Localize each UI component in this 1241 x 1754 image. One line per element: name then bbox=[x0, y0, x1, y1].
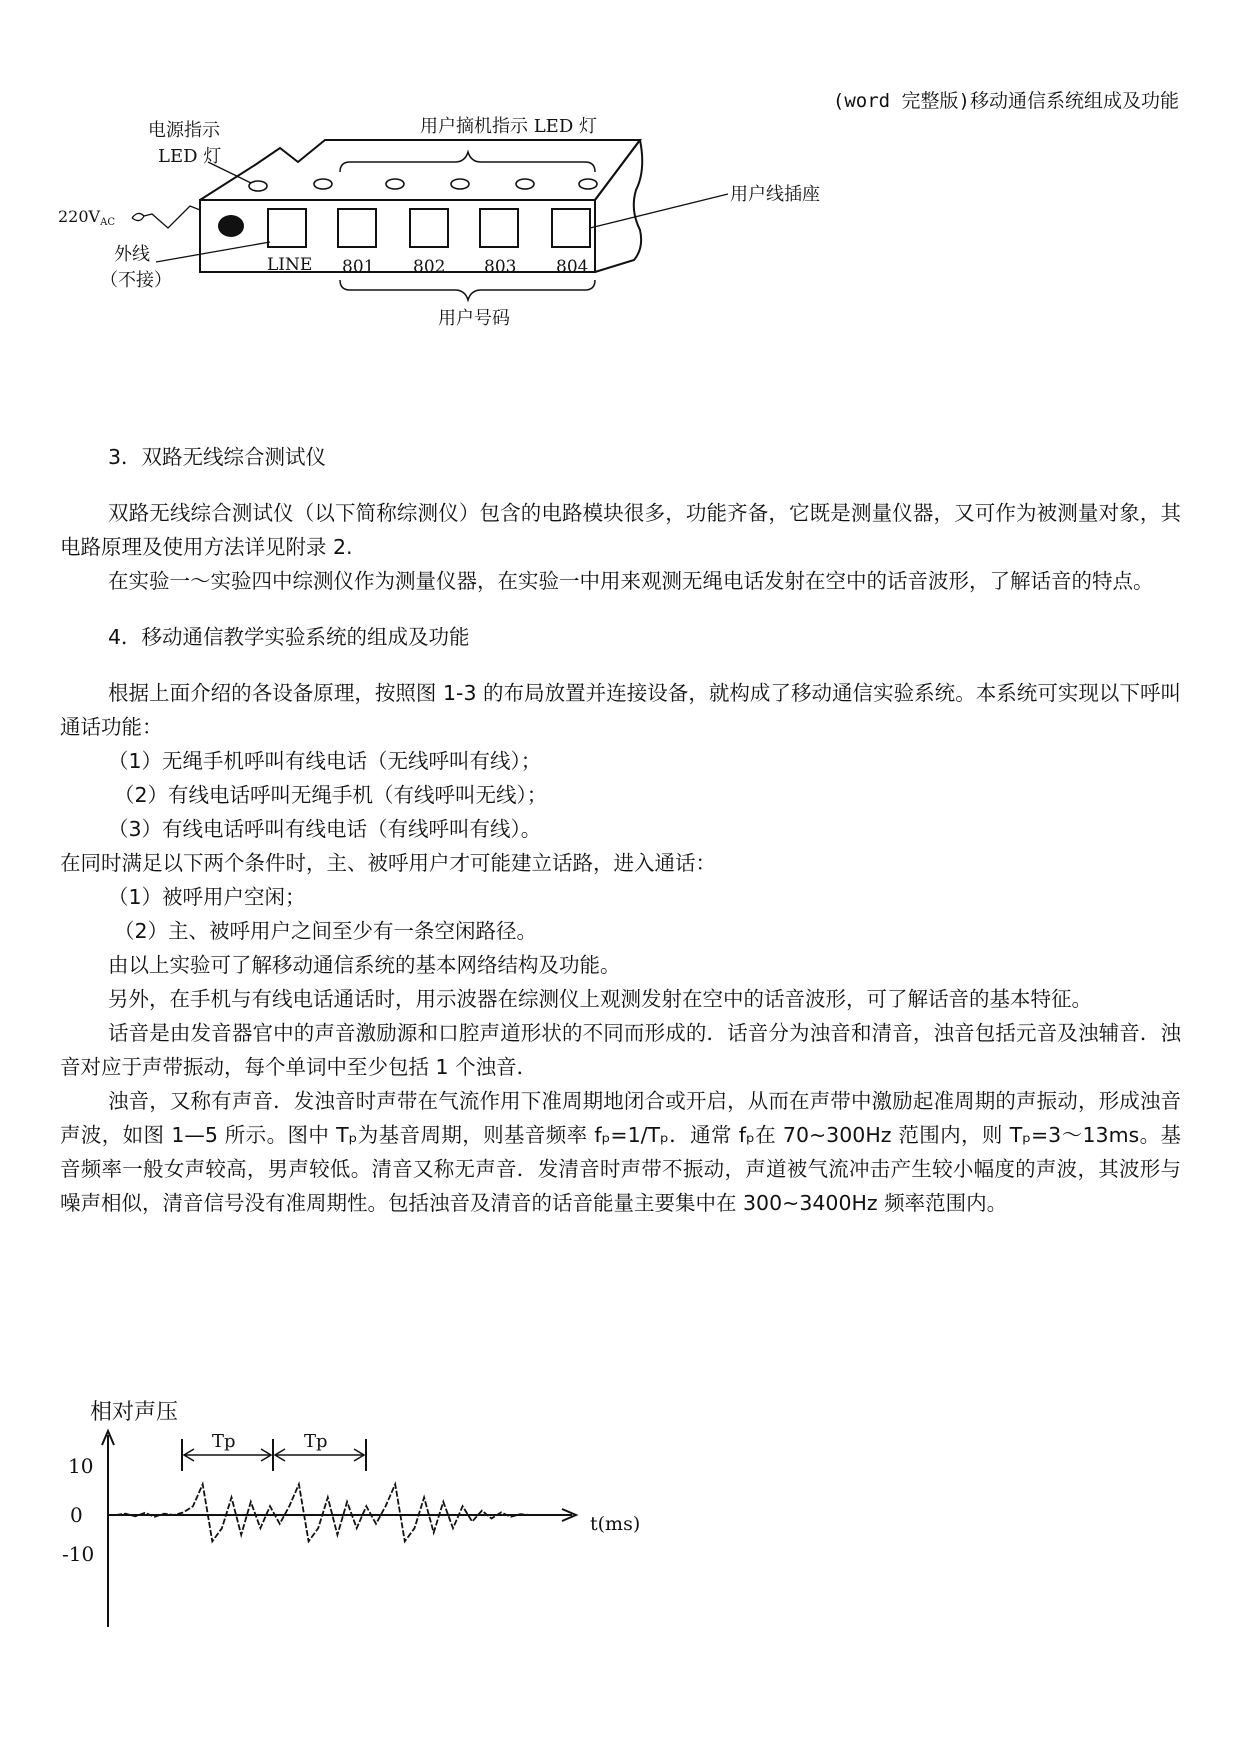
port-line bbox=[268, 209, 306, 247]
call-function-2: （2）有线电话呼叫无绳手机（有线呼叫无线）； bbox=[114, 783, 548, 807]
call-function-1: （1）无绳手机呼叫有线电话（无线呼叫有线）； bbox=[108, 749, 542, 773]
period-label-2: Tp bbox=[304, 1431, 328, 1452]
section4-paragraph-2: 由以上实验可了解移动通信系统的基本网络结构及功能。 bbox=[108, 953, 621, 977]
socket-label: 用户线插座 bbox=[730, 184, 820, 205]
section4-paragraph-4: 话音是由发音器官中的声音激励源和口腔声道形状的不同而形成的．话音分为浊音和清音，浊音包括元音及浊辅音．浊音对应于声带振动，每个单词中至少包括 1 个浊音． bbox=[60, 1021, 1181, 1079]
switchboard-diagram bbox=[40, 110, 820, 360]
port-801 bbox=[338, 209, 376, 247]
y-tick-10: 10 bbox=[68, 1454, 94, 1478]
waveform-series-line bbox=[116, 1484, 530, 1541]
section3-paragraph-2: 在实验一～实验四中综测仪作为测量仪器，在实验一中用来观测无绳电话发射在空中的话音波形，了解话音的特点。 bbox=[108, 569, 1154, 593]
section4-paragraph-3: 另外，在手机与有线电话通话时，用示波器在综测仪上观测发射在空中的话音波形，可了解话音的基本特征。 bbox=[108, 987, 1092, 1011]
condition-intro: 在同时满足以下两个条件时，主、被呼用户才可能建立话路，进入通话： bbox=[60, 851, 716, 875]
port-label-803: 803 bbox=[484, 257, 517, 277]
port-label-804: 804 bbox=[556, 257, 589, 277]
user-number-label: 用户号码 bbox=[438, 308, 510, 329]
waveform-chart bbox=[60, 1395, 680, 1635]
section3-heading: 3．双路无线综合测试仪 bbox=[108, 445, 327, 469]
section4-heading: 4．移动通信教学实验系统的组成及功能 bbox=[108, 625, 470, 649]
y-tick-neg10: -10 bbox=[62, 1542, 95, 1566]
port-803 bbox=[480, 209, 518, 247]
section4-paragraph-5: 浊音，又称有声音．发浊音时声带在气流作用下准周期地闭合或开启，从而在声带中激励起准周期的声振动，形成浊音声波，如图 1—5 所示。图中 Tₚ为基音周期，则基音频率 fₚ=1/Tₚ．通常 fₚ在 70~300Hz 范围内，则 Tₚ=3～13ms。基音频率一般女声较高，男声较低。清音又称无声音．发清音时声带不振动，声道被气流冲击产生较小幅度的声波，其波形与噪声相似，清音信号没有准周期性。包括浊音及清音的话音能量主要集中在 300~3400Hz 频率范围内。 bbox=[60, 1089, 1181, 1215]
condition-2: （2）主、被呼用户之间至少有一条空闲路径。 bbox=[114, 919, 538, 943]
y-tick-0: 0 bbox=[70, 1503, 83, 1527]
port-804 bbox=[552, 209, 590, 247]
power-led-label-1: 电源指示 bbox=[148, 120, 220, 141]
section4-paragraph-1: 根据上面介绍的各设备原理，按照图 1-3 的布局放置并连接设备，就构成了移动通信实验系统。本系统可实现以下呼叫通话功能： bbox=[60, 681, 1181, 739]
condition-1: （1）被呼用户空闲； bbox=[108, 885, 306, 909]
period-label-1: Tp bbox=[212, 1431, 236, 1452]
page-header: (word 完整版)移动通信系统组成及功能 bbox=[832, 90, 1179, 112]
port-802 bbox=[410, 209, 448, 247]
port-label-line: LINE bbox=[267, 255, 313, 275]
call-function-3: （3）有线电话呼叫有线电话（有线呼叫有线）。 bbox=[108, 817, 542, 841]
y-axis-label: 相对声压 bbox=[90, 1400, 179, 1425]
section3-paragraph-1: 双路无线综合测试仪（以下简称综测仪）包含的电路模块很多，功能齐备，它既是测量仪器，又可作为被测量对象，其电路原理及使用方法详见附录 2. bbox=[60, 501, 1181, 559]
port-label-801: 801 bbox=[342, 257, 375, 277]
power-indicator bbox=[218, 215, 244, 237]
user-led-label: 用户摘机指示 LED 灯 bbox=[420, 116, 597, 137]
outside-label-2: （不接） bbox=[100, 270, 172, 291]
body-text bbox=[60, 440, 1181, 1220]
outside-label-1: 外线 bbox=[114, 244, 150, 265]
port-label-802: 802 bbox=[413, 257, 446, 277]
ac-label: 220VAC bbox=[58, 207, 115, 228]
power-led-label-2: LED 灯 bbox=[158, 146, 222, 167]
x-axis-label: t(ms) bbox=[590, 1513, 641, 1535]
